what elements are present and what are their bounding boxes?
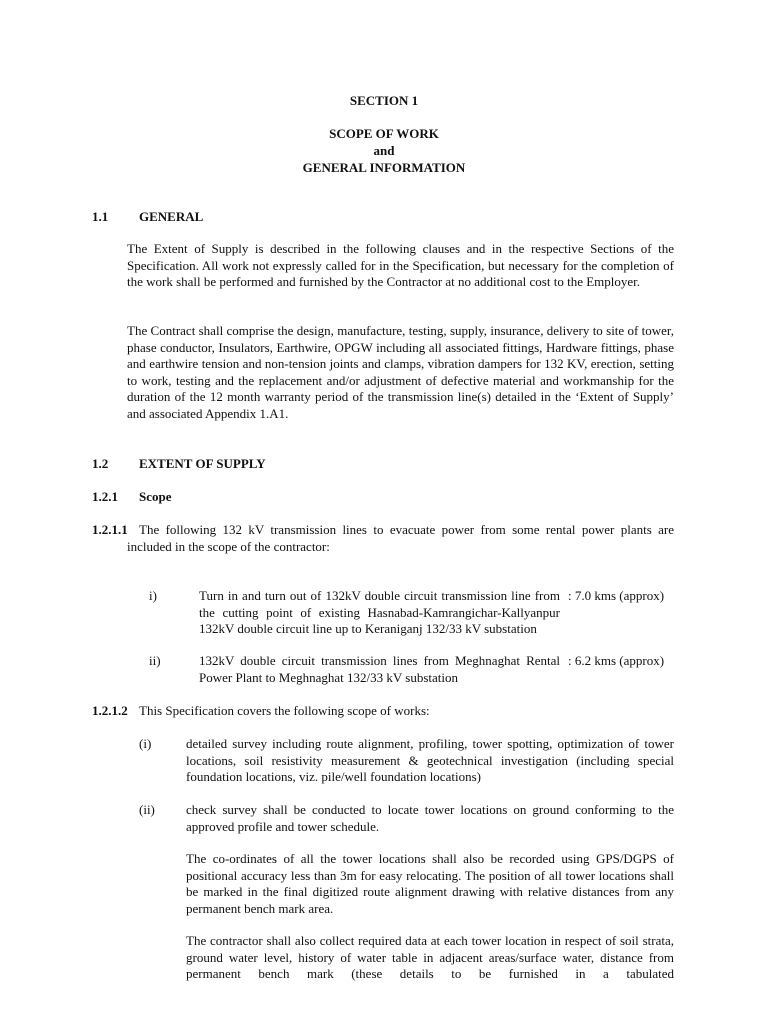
section-heading-scope: Scope [139,489,172,504]
document-title-line3: GENERAL INFORMATION [302,160,466,175]
scope-item-text: detailed survey including route alignment, profiling, tower spotting, optimization of tower locations, soil resistivity measurement & geotechnical investigation (including special foundation locations, viz. pile/well foundation locations) [186,736,674,784]
line-item-index: i) [149,588,157,603]
section-heading-general: GENERAL [139,209,204,224]
section-label: SECTION 1 [349,93,419,108]
scope-item-index: (ii) [139,802,155,817]
section-number-1-1: 1.1 [92,209,109,224]
scope-item-text: check survey shall be conducted to locate tower locations on ground conforming to the approved profile and tower schedule. [186,802,674,834]
section-heading-extent-of-supply: EXTENT OF SUPPLY [139,456,266,471]
paragraph-contract-comprises: The Contract shall comprise the design, manufacture, testing, supply, insurance, delivery to site of tower, phase conductor, Insulators, Earthwire, OPGW including all associated fittings, Hardware fittings, phase and earthwire tension and non-tension joints and clamps, vibration dampers for 132 KV, erection, setting to work, testing and the replacement and/or adjustment of defective material and workmanship for the duration of the 12 month warranty period of the transmission line(s) detailed in the ‘Extent of Supply’ and associated Appendix 1.A1. [127,323,674,421]
clause-text-1-2-1-2: This Specification covers the following scope of works: [139,703,430,718]
paragraph-extent-of-supply: The Extent of Supply is described in the following clauses and in the respective Sections of the Specification. All work not expressly called for in the Specification, but necessary for the completion of the work shall be performed and furnished by the Contractor at no additional cost to the Employer. [127,241,674,289]
clause-number-1-2-1-1: 1.2.1.1 [92,522,128,537]
document-title-line1: SCOPE OF WORK [329,126,439,141]
clause-number-1-2-1-2: 1.2.1.2 [92,703,128,718]
line-item-description: 132kV double circuit transmission lines from Meghnaghat Rental Power Plant to Meghnaghat 132/33 kV substation [199,653,560,685]
clause-text-1-2-1-1-content: The following 132 kV transmission lines to evacuate power from some rental power plants are included in the scope of the contractor: [127,522,674,554]
line-item-length: : 6.2 kms (approx) [568,653,665,668]
line-item-length: : 7.0 kms (approx) [568,588,665,603]
paragraph-tower-data-collection: The contractor shall also collect required data at each tower location in respect of soil strata, ground water level, history of water table in adjacent areas/surface water, distance from permanent bench mark (these details to be furnished in a tabulated [186,933,674,981]
clause-text-1-2-1-1 [92,522,674,555]
paragraph-tower-coordinates: The co-ordinates of all the tower locations shall also be recorded using GPS/DGPS of positional accuracy less than 3m for easy relocating. The position of all tower locations shall be marked in the final digitized route alignment drawing with relative distances from any permanent bench mark area. [186,851,674,916]
line-item-description: Turn in and turn out of 132kV double circuit transmission line from the cutting point of existing Hasnabad-Kamrangichar-Kallyanpur 132kV double circuit line up to Keraniganj 132/33 kV substation [199,588,560,636]
line-item-index: ii) [149,653,161,668]
document-title-line2: and [373,143,395,158]
section-number-1-2: 1.2 [92,456,109,471]
section-number-1-2-1: 1.2.1 [92,489,118,504]
scope-item-index: (i) [139,736,152,751]
